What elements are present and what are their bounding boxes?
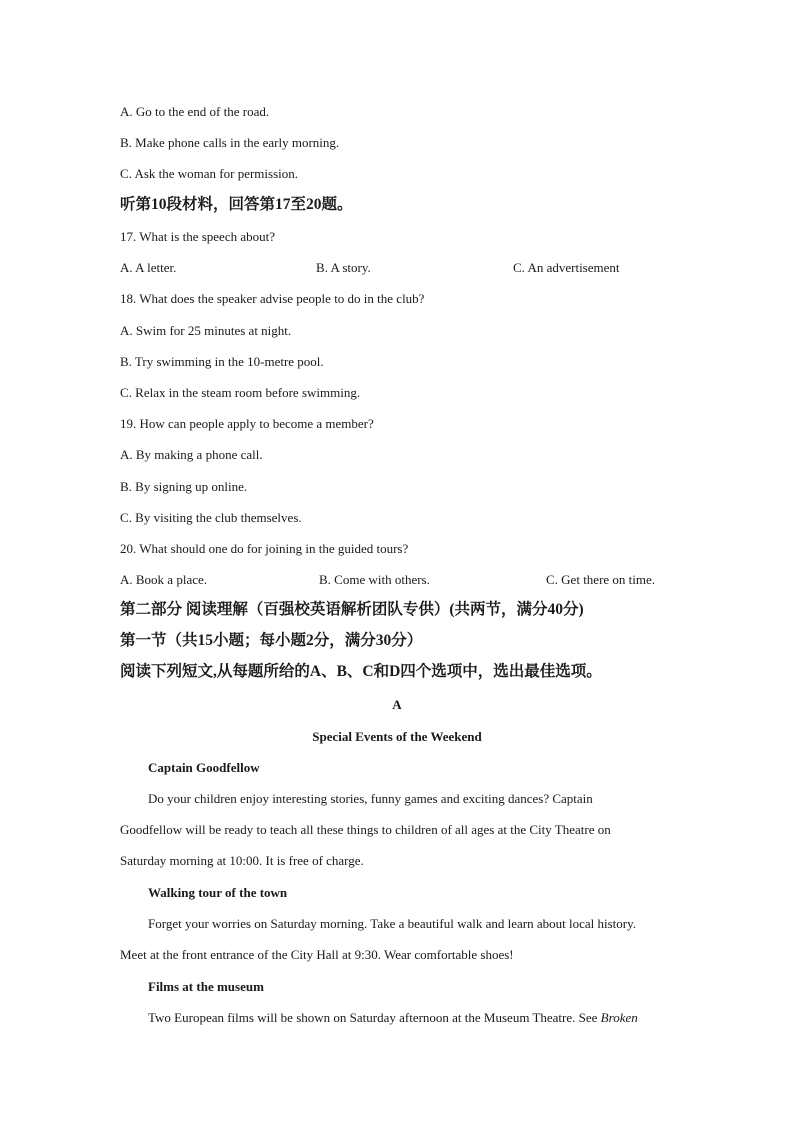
q18-question: 18. What does the speaker advise people to do in the club?: [120, 291, 425, 306]
paragraph-line: [148, 1010, 638, 1026]
q20-question: 20. What should one do for joining in the guided tours?: [120, 541, 409, 556]
film-title: Broken: [600, 1010, 638, 1025]
q17-question: 17. What is the speech about?: [120, 229, 275, 244]
q19-option-b: B. By signing up online.: [120, 479, 248, 494]
q19-option-c: C. By visiting the club themselves.: [120, 510, 302, 525]
paragraph-line: Do your children enjoy interesting stories, funny games and exciting dances? Captain: [148, 791, 593, 806]
q18-option-a: A. Swim for 25 minutes at night.: [120, 323, 292, 338]
prev-option-c: C. Ask the woman for permission.: [120, 166, 299, 181]
paragraph-text: Two European films will be shown on Saturday afternoon at the Museum Theatre. See: [148, 1010, 601, 1025]
passage-title: Special Events of the Weekend: [312, 729, 482, 744]
part2-heading: 第二部分 阅读理解（百强校英语解析团队专供）(共两节，满分40分): [120, 601, 584, 618]
q17-option-a: A. A letter.: [120, 260, 177, 275]
q17-option-c: C. An advertisement: [513, 260, 620, 275]
instructions: 阅读下列短文,从每题所给的A、B、C和D四个选项中，选出最佳选项。: [120, 663, 602, 680]
paragraph-line: Goodfellow will be ready to teach all these things to children of all ages at the City Theatre on: [120, 822, 611, 837]
paragraph-line: Saturday morning at 10:00. It is free of charge.: [120, 853, 364, 868]
prev-option-a: A. Go to the end of the road.: [120, 104, 270, 119]
q18-option-b: B. Try swimming in the 10-metre pool.: [120, 354, 324, 369]
q20-option-b: B. Come with others.: [319, 572, 430, 587]
event-heading: Walking tour of the town: [148, 885, 288, 900]
paragraph-line: Meet at the front entrance of the City Hall at 9:30. Wear comfortable shoes!: [120, 947, 514, 962]
q19-option-a: A. By making a phone call.: [120, 447, 263, 462]
paragraph-line: Forget your worries on Saturday morning. Take a beautiful walk and learn about local history.: [148, 916, 637, 931]
passage-letter: A: [392, 697, 402, 712]
event-heading: Films at the museum: [148, 979, 264, 994]
prev-option-b: B. Make phone calls in the early morning.: [120, 135, 340, 150]
event-heading: Captain Goodfellow: [148, 760, 260, 775]
q18-option-c: C. Relax in the steam room before swimming.: [120, 385, 361, 400]
section1-heading: 第一节（共15小题；每小题2分，满分30分）: [120, 632, 423, 649]
q17-option-b: B. A story.: [316, 260, 371, 275]
q20-option-a: A. Book a place.: [120, 572, 208, 587]
q19-question: 19. How can people apply to become a member?: [120, 416, 374, 431]
q20-option-c: C. Get there on time.: [546, 572, 656, 587]
section10-heading: 听第10段材料，回答第17至20题。: [120, 196, 353, 213]
